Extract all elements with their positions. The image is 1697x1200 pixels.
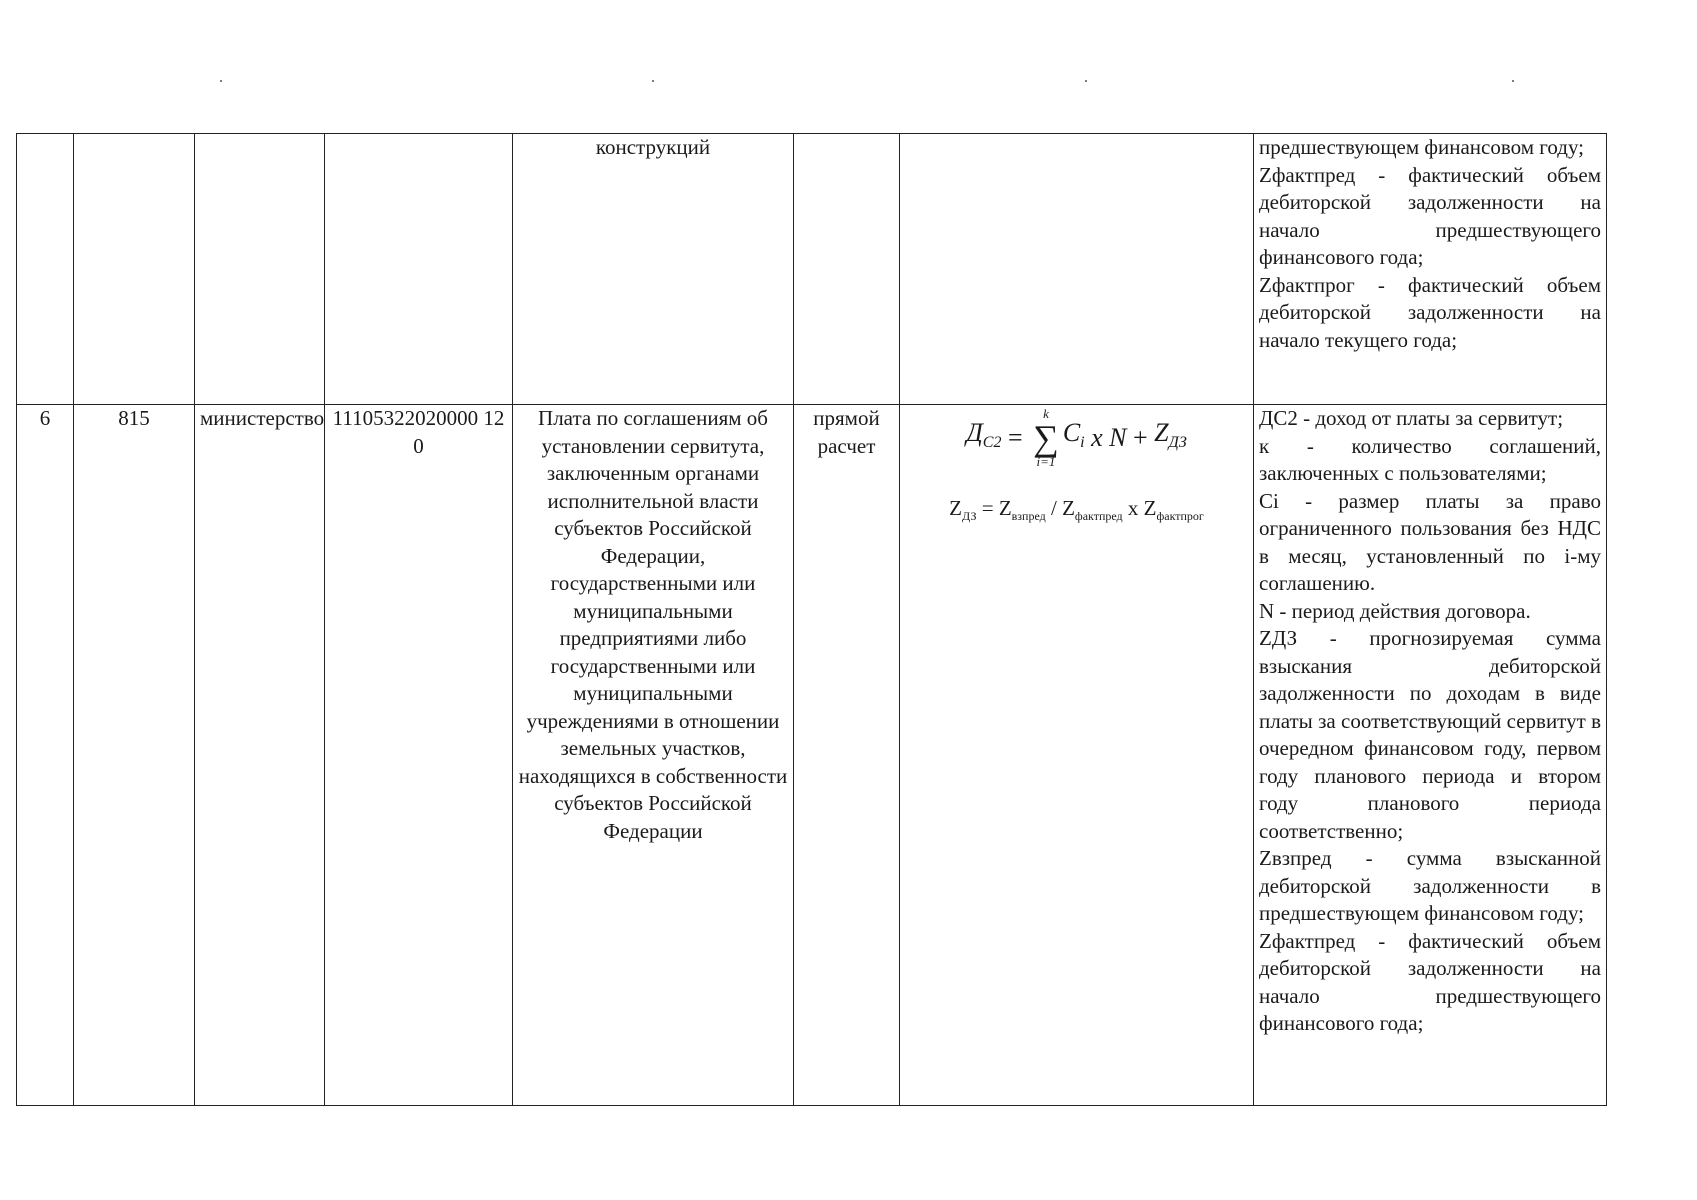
scan-dot-4 <box>1512 80 1514 82</box>
formula-term: $C_i$ <box>1062 418 1085 452</box>
description-line: к - количество соглашений, заключенных с пользователями; <box>1259 433 1601 485</box>
description-line: ДС2 - доход от платы за сервитут; <box>1259 406 1564 430</box>
formula-receivables: $Z_{ДЗ} = Z_{взпред} / Z_{фактпред}$ x $Z_{фактпрог}$ <box>949 496 1204 523</box>
description-line: предшествующем финансовом году; <box>1259 135 1584 159</box>
cell-description <box>1254 405 1607 1106</box>
scan-dot-2 <box>652 80 654 82</box>
description-line: Ci - размер платы за право ограниченного пользования без НДС в месяц, установленный по i-му соглашению. <box>1259 488 1601 595</box>
cell-code: 815 <box>74 405 195 1106</box>
cell-revenue-name: конструкций <box>513 134 794 405</box>
table-row <box>17 134 1607 405</box>
cell-administrator <box>195 134 325 405</box>
cell-number: 6 <box>17 405 74 1106</box>
cell-number <box>17 134 74 405</box>
table-row <box>17 405 1607 1106</box>
formula-lhs: $Д_{С2}$ <box>966 418 1002 452</box>
formula-revenue-servitude: $Д_{С2}$ = k ∑ i=1 $C_i$ x N + $Z_{ДЗ}$ <box>966 406 1187 469</box>
cell-kbk: 11105322020000 120 <box>325 405 513 1106</box>
description-line: Zвзпред - сумма взысканной дебиторской задолженности в предшествующем финансовом году; <box>1259 846 1601 925</box>
scan-dot-3 <box>1085 80 1087 82</box>
cell-method: прямой расчет <box>794 405 900 1106</box>
cell-description <box>1254 134 1607 405</box>
description-line: Zфактпред - фактический объем дебиторской задолженности на начало предшествующего финансового года; <box>1259 928 1601 1035</box>
cell-formula <box>900 134 1254 405</box>
cell-formula <box>900 405 1254 1106</box>
sum-operator: k ∑ i=1 <box>1033 406 1059 469</box>
cell-revenue-name: Плата по соглашениям об установлении сервитута, заключенным органами исполнительной власти субъектов Российской Федерации, государственными или муниципальными предприятиями либо государственными или муниципальными учреждениями в отношении земельных участков, находящихся в собственности субъектов Российской Федерации <box>513 405 794 1106</box>
description-line: ZДЗ - прогнозируемая сумма взыскания дебиторской задолженности по доходам в виде платы за соответствующий сервитут в очередном финансовом году, первом году планового периода и втором году планового периода соответственно; <box>1259 626 1601 843</box>
scan-dot-1 <box>220 80 222 82</box>
revenue-methodology-table <box>16 133 1607 1106</box>
description-line: Zфактпрог - фактический объем дебиторской задолженности на начало текущего года; <box>1259 272 1601 352</box>
formula-z-term: $Z_{ДЗ}$ <box>1154 418 1187 452</box>
cell-code <box>74 134 195 405</box>
formula-equals: = <box>1007 423 1023 453</box>
description-line: Zфактпред - фактический объем дебиторской задолженности на начало предшествующего финансового года; <box>1259 162 1601 269</box>
cell-method <box>794 134 900 405</box>
cell-kbk <box>325 134 513 405</box>
description-line: N - период действия договора. <box>1259 598 1531 623</box>
cell-administrator: министерство <box>195 405 325 1106</box>
